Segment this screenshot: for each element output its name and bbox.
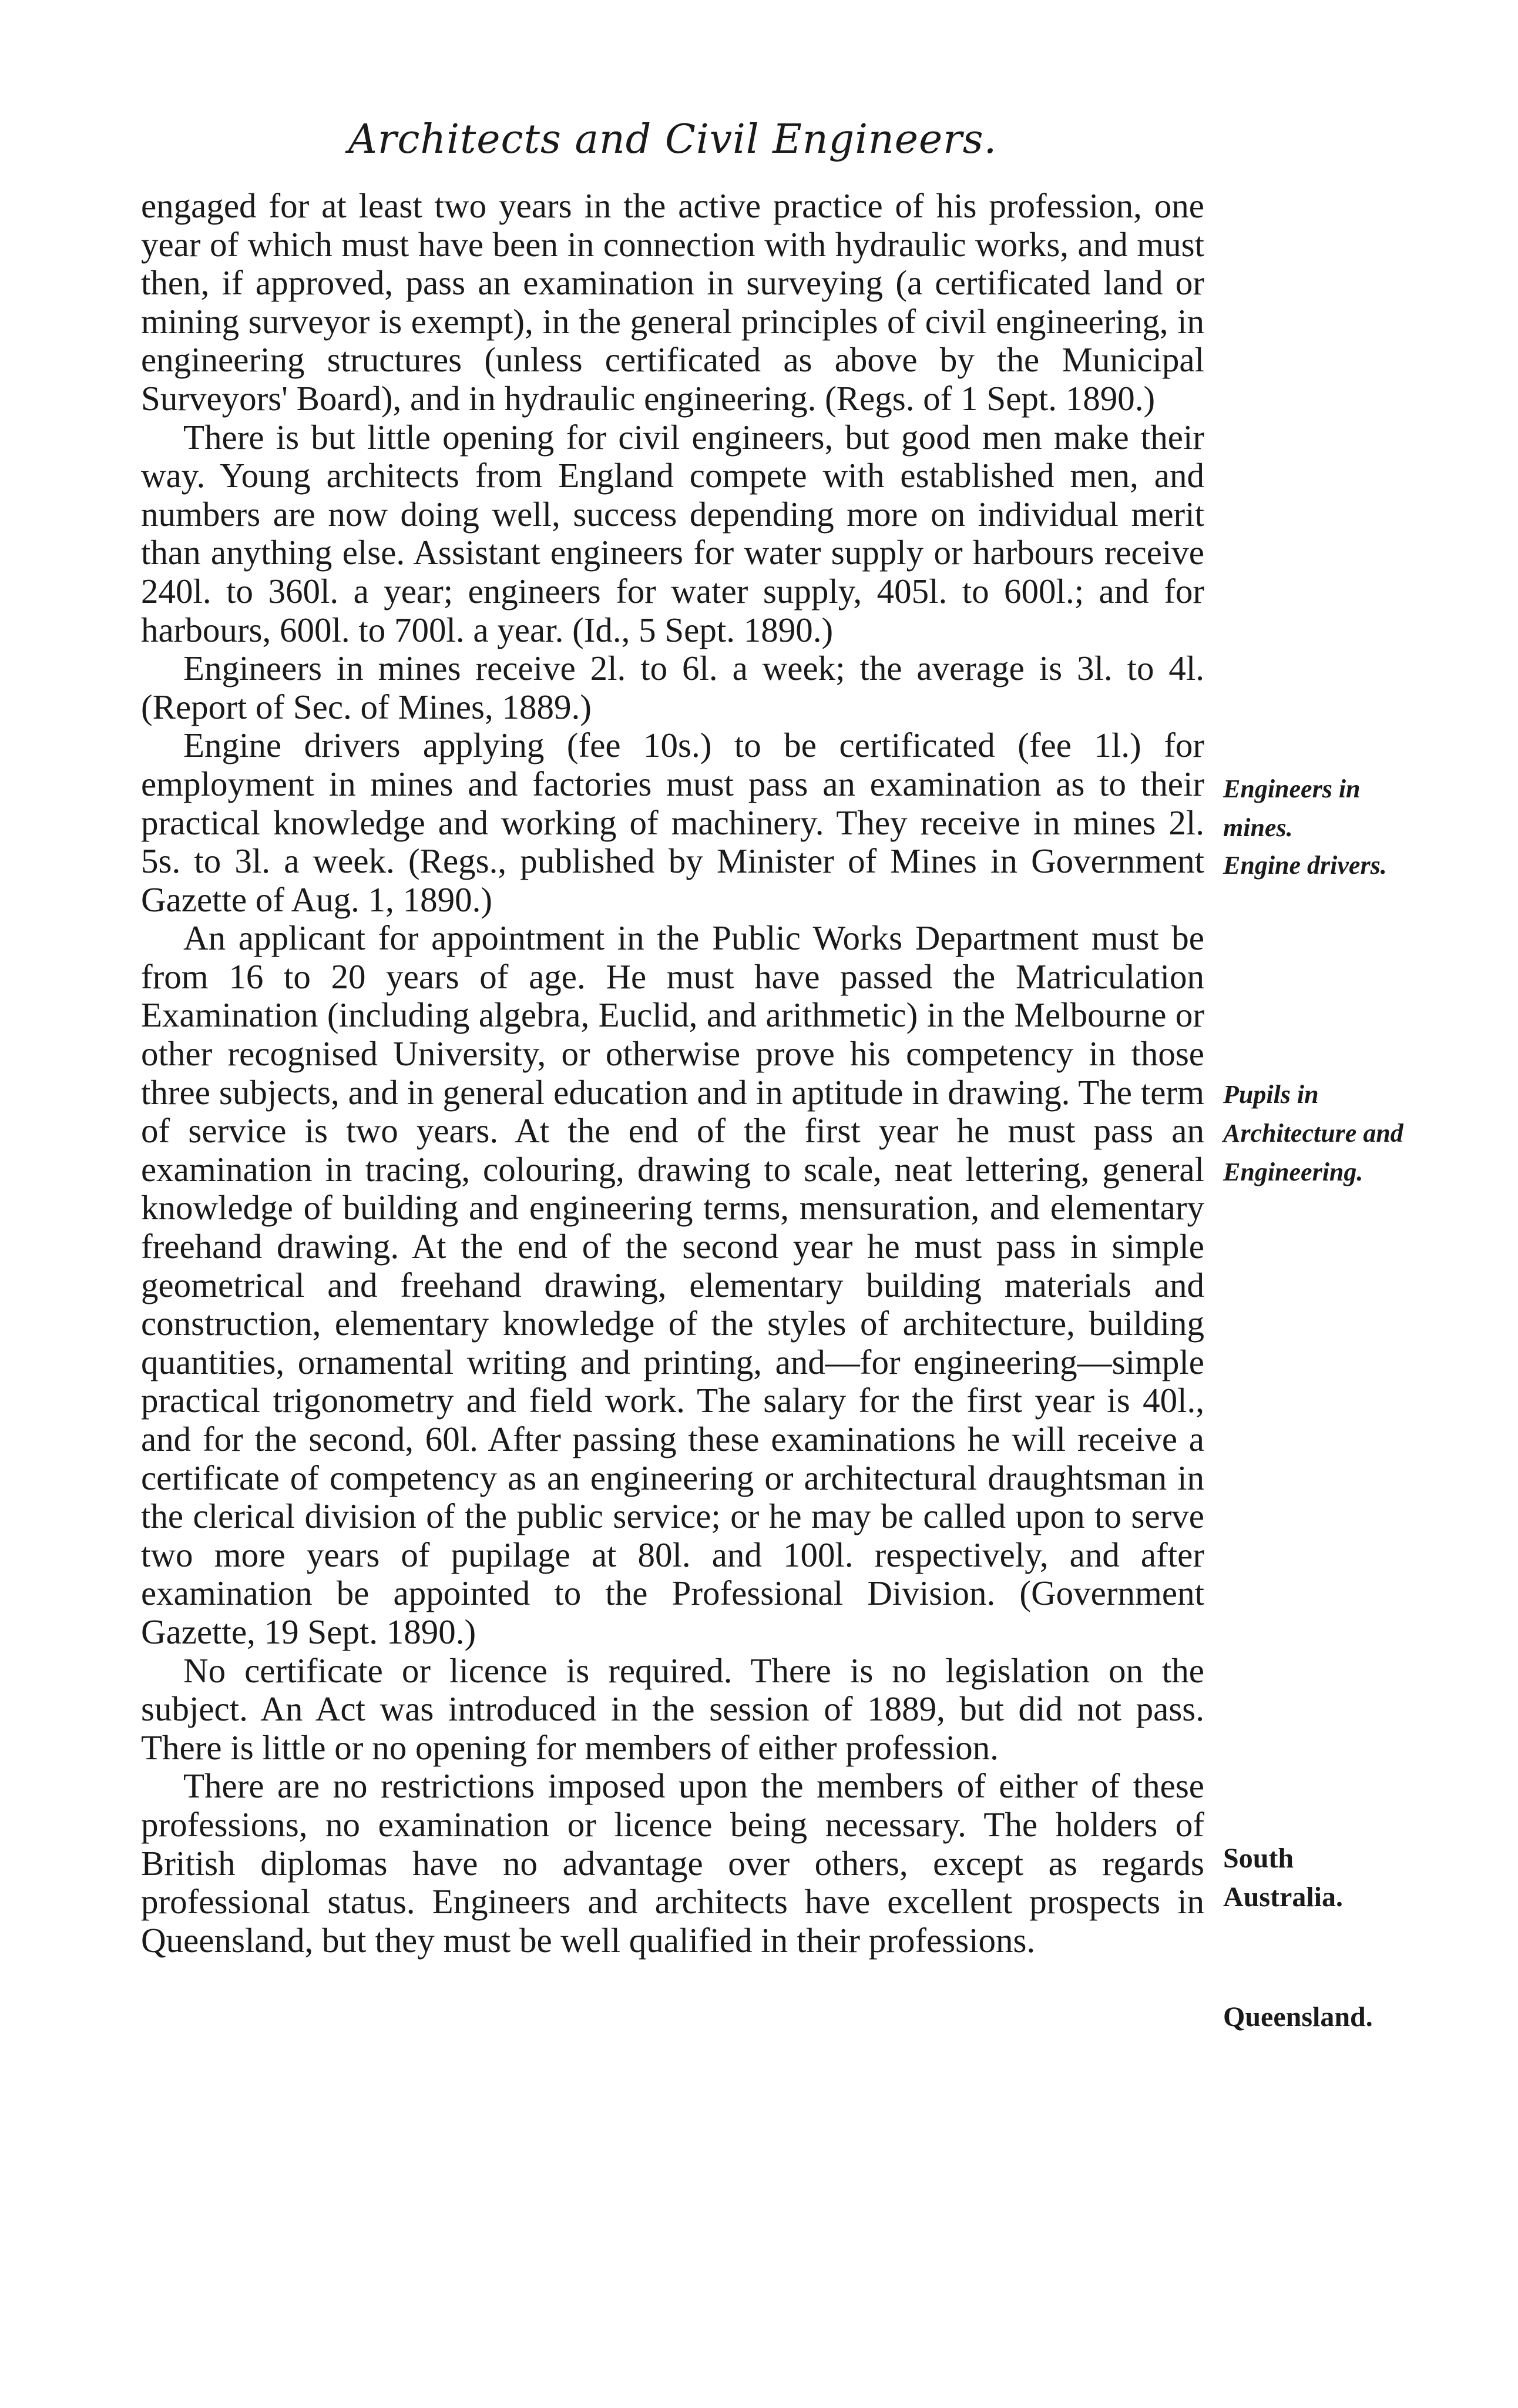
paragraph-3: Engineers in mines receive 2l. to 6l. a week; the average is 3l. to 4l. (Report of Sec. of Mines, 1889.) — [141, 649, 1204, 726]
margin-note-engine-drivers: Engine drivers. — [1223, 851, 1387, 880]
running-head: Architects and Civil Engineers. — [348, 116, 998, 163]
paragraph-4: Engine drivers applying (fee 10s.) to be certificated (fee 1l.) for employment in mines and factories must pass an examination as to their practical knowledge and working of machinery. They receive in mines 2l. 5s. to 3l. a week. (Regs., published by Minister of Mines in Government Gazette of Aug. 1, 1890.) — [141, 726, 1204, 919]
margin-note-queensland: Queensland. — [1223, 2001, 1373, 2033]
paragraph-2: There is but little opening for civil engineers, but good men make their way. Young architects from England compete with established men, and numbers are now doing well, success depending more on individual merit than anything else. Assistant engineers for water supply or harbours receive 240l. to 360l. a year; engineers for water supply, 405l. to 600l.; and for harbours, 600l. to 700l. a year. (Id., 5 Sept. 1890.) — [141, 417, 1204, 649]
paragraph-1: engaged for at least two years in the active practice of his profession, one year of which must have been in connection with hydraulic works, and must then, if approved, pass an examination in surveying (a certificated land or mining surveyor is exempt), in the general principles of civil engineering, in engineering structures (unless certificated as above by the Municipal Surveyors' Board), and in hydraulic engineering. (Regs. of 1 Sept. 1890.) — [141, 186, 1204, 418]
paragraph-5: An applicant for appointment in the Public Works Department must be from 16 to 20 years of age. He must have passed the Matriculation Examination (including algebra, Euclid, and arithmetic) in the Melbourne or other recognised University, or otherwise prove his competency in those three subjects, and in general education and in aptitude in drawing. The term of service is two years. At the end of the first year he must pass an examination in tracing, colouring, drawing to scale, neat lettering, general knowledge of building and engineering terms, mensuration, and elementary freehand drawing. At the end of the second year he must pass in simple geometrical and freehand drawing, elementary building materials and construction, elementary knowledge of the styles of architecture, building quantities, ornamental writing and printing, and—for engineering—simple practical trigonometry and field work. The salary for the first year is 40l., and for the second, 60l. After passing these examinations he will receive a certificate of competency as an engineering or architectural draughtsman in the clerical division of the public service; or he may be called upon to serve two more years of pupilage at 80l. and 100l. respectively, and after examination be appointed to the Professional Division. (Government Gazette, 19 Sept. 1890.) — [141, 918, 1204, 1651]
margin-note-pupils: Pupils in Architecture and Engineering. — [1223, 1080, 1403, 1186]
margin-note-engineers-in-mines: Engineers in mines. — [1223, 774, 1361, 842]
body-text — [141, 187, 1204, 1960]
paragraph-7: There are no restrictions imposed upon the members of either of these professions, no examination or licence being necessary. The holders of British diplomas have no advantage over others, except as regards professional status. Engineers and architects have excellent prospects in Queensland, but they must be well qualified in their professions. — [141, 1766, 1204, 1960]
paragraph-6: No certificate or licence is required. There is no legislation on the subject. An Act was introduced in the session of 1889, but did not pass. There is little or no opening for members of either profession. — [141, 1651, 1204, 1767]
margin-note-south-australia: South Australia. — [1223, 1843, 1343, 1913]
